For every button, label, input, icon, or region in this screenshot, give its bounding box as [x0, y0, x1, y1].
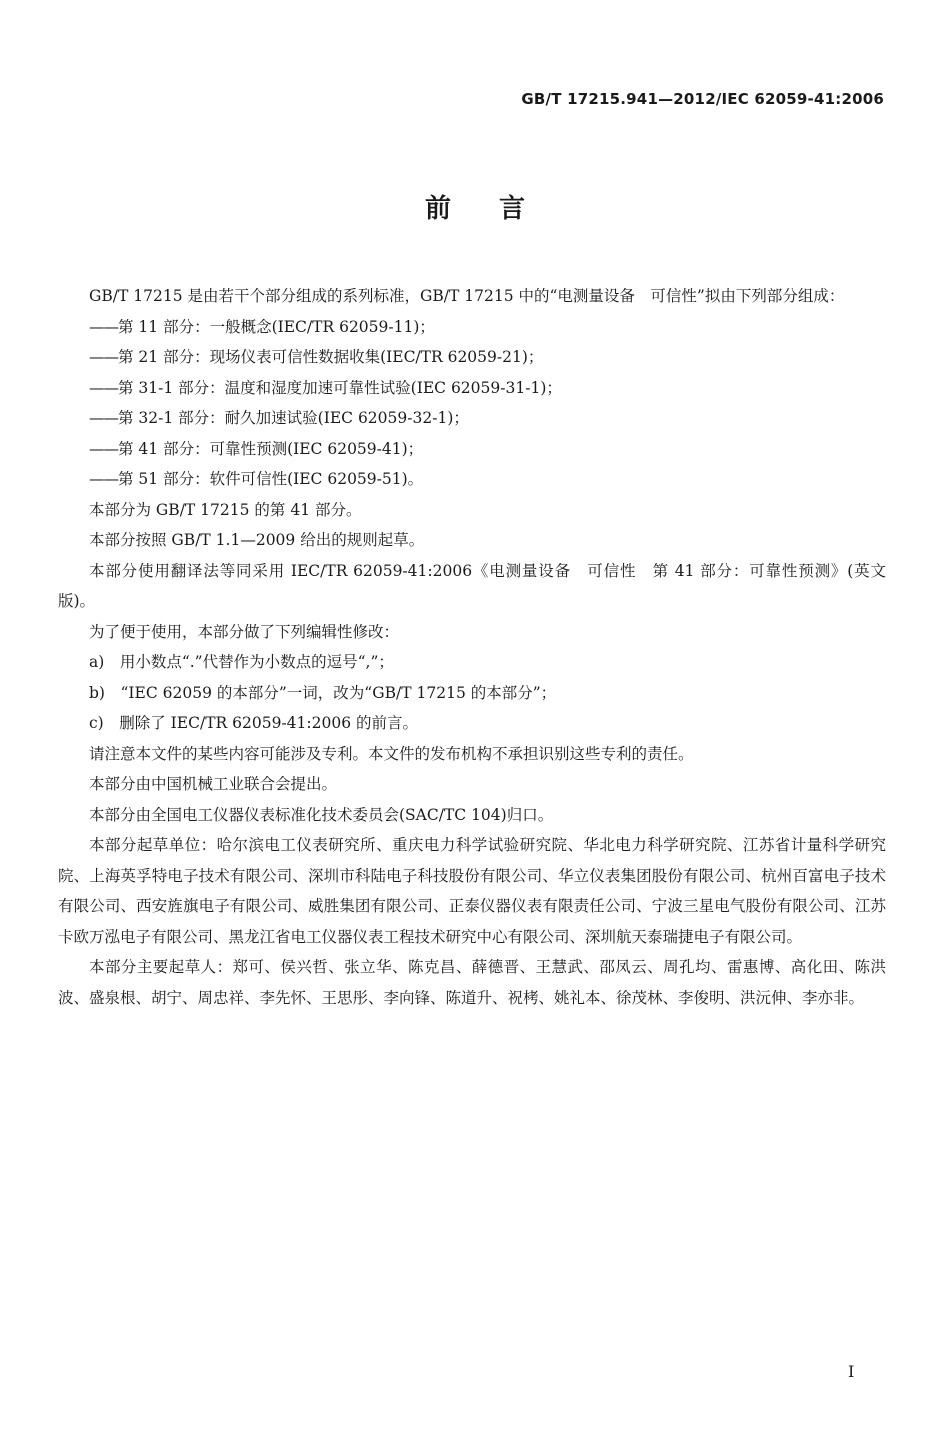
- page-number: I: [848, 1362, 855, 1381]
- part-list-item: ——第 41 部分：可靠性预测(IEC 62059-41)；: [89, 439, 424, 458]
- part-list-item: ——第 11 部分：一般概念(IEC/TR 62059-11)；: [89, 317, 435, 336]
- page-title: 前言: [424, 194, 573, 224]
- standard-code: GB/T 17215.941—2012/IEC 62059-41:2006: [521, 90, 884, 108]
- edit-list-item: b) “IEC 62059 的本部分”一词，改为“GB/T 17215 的本部分”；: [89, 683, 557, 702]
- drafting-units-paragraph: 本部分起草单位：哈尔滨电工仪表研究所、重庆电力科学试验研究院、华北电力科学研究院、江苏省计量科学研究院、上海英孚特电子技术有限公司、深圳市科陆电子科技股份有限公司、华立仪表集团股份有限公司、杭州百富电子技术有限公司、西安旌旗电子有限公司、威胜集团有限公司、正泰仪器仪表有限责任公司、宁波三星电气股份有限公司、江苏卡欧万泓电子有限公司、黑龙江省电工仪器仪表工程技术研究中心有限公司、深圳航天泰瑞捷电子有限公司。: [58, 836, 886, 946]
- rules-paragraph: 本部分按照 GB/T 1.1—2009 给出的规则起草。: [89, 531, 425, 549]
- patent-paragraph: 请注意本文件的某些内容可能涉及专利。本文件的发布机构不承担识别这些专利的责任。: [89, 744, 694, 763]
- edit-list-item: c) 删除了 IEC/TR 62059-41:2006 的前言。: [89, 714, 418, 732]
- part41-paragraph: 本部分为 GB/T 17215 的第 41 部分。: [89, 500, 362, 519]
- part-list-item: ——第 51 部分：软件可信性(IEC 62059-51)。: [89, 470, 424, 488]
- edits-intro-paragraph: 为了便于使用，本部分做了下列编辑性修改：: [89, 622, 400, 641]
- edit-list-item: a) 用小数点“.”代替作为小数点的逗号“,”；: [89, 653, 394, 671]
- foreword-body: [58, 281, 886, 1013]
- centralized-paragraph: 本部分由全国电工仪器仪表标准化技术委员会(SAC/TC 104)归口。: [89, 805, 554, 824]
- part-list-item: ——第 32-1 部分：耐久加速试验(IEC 62059-32-1)；: [89, 409, 469, 427]
- translation-paragraph: 本部分使用翻译法等同采用 IEC/TR 62059-41:2006《电测量设备 可信性 第 41 部分：可靠性预测》(英文版)。: [58, 561, 886, 610]
- intro-paragraph: GB/T 17215 是由若干个部分组成的系列标准，GB/T 17215 中的“电测量设备 可信性”拟由下列部分组成：: [89, 287, 845, 305]
- part-list-item: ——第 31-1 部分：温度和湿度加速可靠性试验(IEC 62059-31-1)；: [89, 378, 562, 397]
- proposed-paragraph: 本部分由中国机械工业联合会提出。: [89, 775, 338, 793]
- part-list-item: ——第 21 部分：现场仪表可信性数据收集(IEC/TR 62059-21)；: [89, 348, 544, 366]
- drafters-paragraph: 本部分主要起草人：郑可、侯兴哲、张立华、陈克昌、薛德晋、王慧武、邵凤云、周孔均、雷惠博、高化田、陈洪波、盛泉根、胡宁、周忠祥、李先怀、王思彤、李向锋、陈道升、祝栲、姚礼本、徐茂林、李俊明、洪沅伸、李亦非。: [58, 958, 886, 1007]
